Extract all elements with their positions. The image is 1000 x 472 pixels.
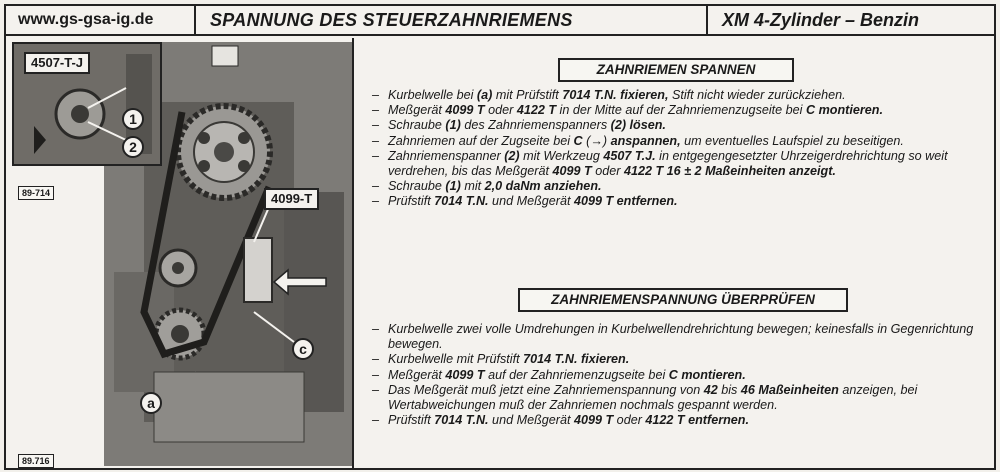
step-text-bold: C montieren. [668,367,746,382]
tool-tag-4099: 4099-T [264,188,319,210]
step-text-bold: 4122 T 16 ± 2 Maßeinheiten anzeigt. [623,164,836,179]
step-item [370,149,982,179]
instruction-column [358,38,990,470]
step-text-bold: 46 Maßeinheiten [740,382,839,397]
step-text: Stift nicht wieder zurückziehen. [668,88,846,102]
step-text-bold: 42 [703,382,718,397]
step-text: Schraube [388,179,446,194]
step-text-bold: anspannen, [610,133,681,148]
step-text: des Zahnriemenspanners [460,118,611,133]
step-item [370,368,982,383]
step-text-bold: 7014 T.N. fixieren. [523,352,630,367]
step-text: Kurbelwelle mit Prüfstift [388,352,524,367]
step-text: um eventuelles Laufspiel zu beseitigen. [680,133,904,148]
step-text-bold: 4099 T [445,103,485,118]
document-frame [4,4,996,470]
step-text: anzeigen, bei Wertabweichungen muß der Zahnriemen nochmals gespannt werden. [388,382,918,413]
step-text: mit [460,179,485,194]
section-title-pruefen: ZAHNRIEMENSPANNUNG ÜBERPRÜFEN [518,288,848,312]
step-text-bold: (a) [476,88,493,102]
step-text-bold: 4122 T entfernen. [645,413,749,428]
step-item [370,413,982,428]
step-text-bold: 4099 T [552,164,592,179]
step-text: Zahnriemen auf der Zugseite bei [388,133,574,148]
step-text-bold: C montieren. [805,103,883,118]
step-item [370,194,982,209]
callout-1: 1 [122,108,144,130]
inset-caption-strip [12,166,104,180]
step-text-bold: C [573,133,583,148]
step-text: Schraube [388,118,446,133]
spannen-steps [370,88,982,210]
step-item [370,134,982,149]
step-text: in der Mitte auf der Zahnriemenzugseite bei [556,103,806,118]
step-text-bold: 4122 T [516,103,557,118]
callout-a: a [140,392,162,414]
section-title-spannen: ZAHNRIEMEN SPANNEN [558,58,794,82]
step-text: Prüfstift [388,194,435,209]
step-text-bold: 7014 T.N. [434,413,489,428]
step-item [370,103,982,118]
step-text-bold: 2,0 daNm anziehen. [484,179,602,194]
step-text: mit Prüfstift [492,88,563,102]
step-text-bold: (2) lösen. [610,118,666,133]
step-item [370,179,982,194]
step-text: und Meßgerät [488,413,574,428]
step-text-bold: 4099 T [445,367,485,382]
step-text: bis [717,382,741,397]
step-text-bold: 4099 T entfernen. [573,194,678,209]
tool-tag-4507: 4507-T-J [24,52,90,74]
callout-c: c [292,338,314,360]
step-text: mit Werkzeug [519,148,604,163]
step-item [370,322,982,352]
step-text: Das Meßgerät muß jetzt eine Zahnriemenspannung von [388,382,704,397]
callout-2: 2 [122,136,144,158]
header-bar [6,6,994,36]
step-text-bold: (1) [445,179,461,194]
step-text: (→) [582,133,611,148]
step-text: oder [591,164,624,179]
page-title: SPANNUNG DES STEUERZAHNRIEMENS [196,6,708,34]
figure-column [6,38,354,470]
step-text: Meßgerät [388,103,446,118]
step-item [370,88,982,103]
step-text-bold: (2) [504,148,520,163]
site-url: www.gs-gsa-ig.de [6,6,196,34]
step-text: und Meßgerät [488,194,574,209]
step-text: Prüfstift [388,413,435,428]
step-item [370,383,982,413]
step-text: Meßgerät [388,367,446,382]
step-text-bold: 4507 T.J. [603,148,656,163]
step-text-bold: 7014 T.N. fixieren, [562,88,669,102]
step-text: in entgegengesetzter Uhrzeigerdrehrichtung so weit verdrehen, bis das Meßgerät [388,148,948,179]
step-text: auf der Zahnriemenzugseite bei [484,367,669,382]
step-item [370,352,982,367]
step-text-bold: 7014 T.N. [434,194,489,209]
step-text: Kurbelwelle bei [388,88,477,102]
main-figure-number: 89.716 [18,454,54,468]
model-label: XM 4-Zylinder – Benzin [722,9,920,30]
step-text: oder [484,103,517,118]
inset-figure-number: 89-714 [18,186,54,200]
step-text: Kurbelwelle zwei volle Umdrehungen in Kurbelwellendrehrichtung bewegen; keinesfalls in Gegenrichtung bewegen. [388,322,974,352]
step-text: Zahnriemenspanner [388,148,505,163]
step-item [370,118,982,133]
step-text-bold: (1) [445,118,461,133]
step-text-bold: 4099 T [573,413,614,428]
pruefen-steps [370,322,982,428]
step-text: oder [613,413,646,428]
